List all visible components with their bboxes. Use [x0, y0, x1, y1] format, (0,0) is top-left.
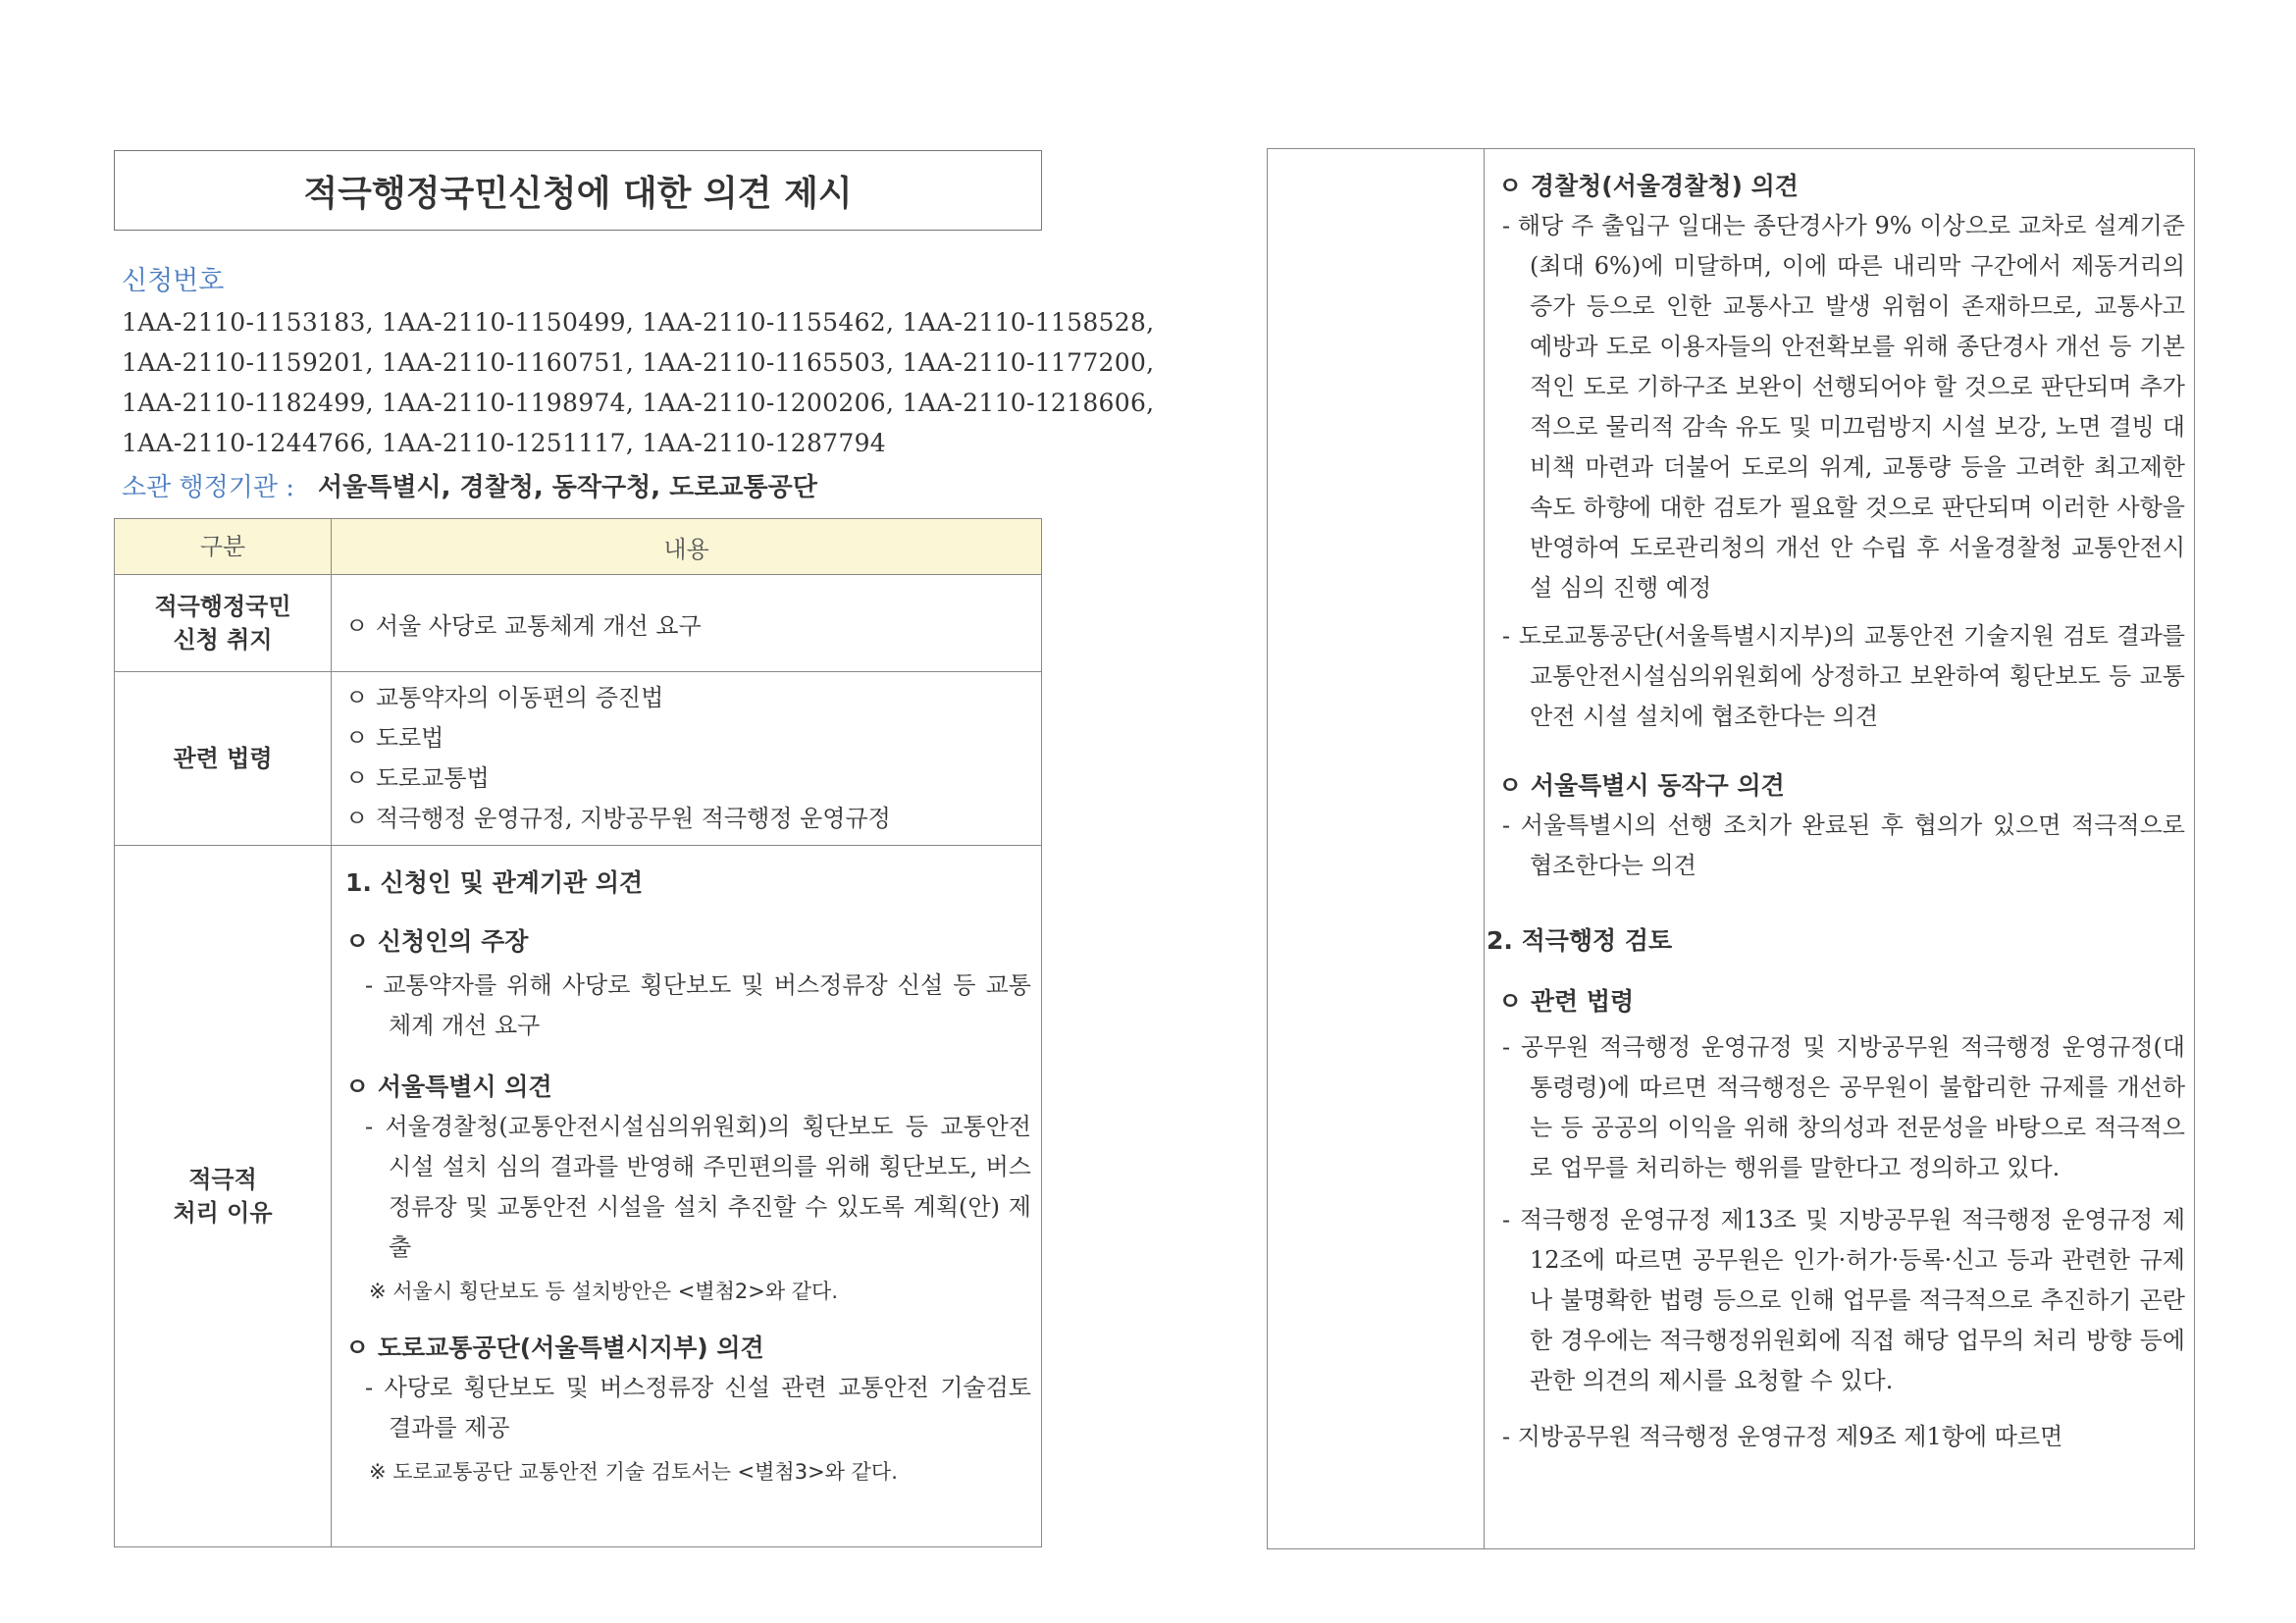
header-category: 구분	[115, 519, 332, 575]
row-reason-category: 적극적 처리 이유	[115, 846, 332, 1547]
law-text: - 지방공무원 적극행정 운영규정 제9조 제1항에 따르면	[1502, 1423, 2063, 1450]
application-numbers	[122, 302, 1154, 463]
row-laws-content	[332, 672, 1042, 846]
application-number-label: 신청번호	[122, 266, 225, 296]
agency-value: 서울특별시, 경찰청, 동작구청, 도로교통공단	[318, 473, 817, 502]
section-heading: 2. 적극행정 검토	[1487, 926, 1673, 955]
document-title: 적극행정국민신청에 대한 의견 제시	[114, 150, 1042, 231]
table-row	[115, 575, 1042, 672]
law-text: - 공무원 적극행정 운영규정 및 지방공무원 적극행정 운영규정(대통령령)에 따르면 적극행정은 공무원이 불합리한 규제를 개선하는 등 공공의 이익을 위해 창의성과 전문성을 바탕으로 적극적으로 업무를 처리하는 행위를 말한다고 정의하고 있다.	[1502, 1033, 2185, 1181]
header-content: 내용	[332, 519, 1042, 575]
column-divider	[1484, 149, 1485, 1548]
application-number-line: 1AA-2110-1244766, 1AA-2110-1251117, 1AA-2110-1287794	[122, 429, 887, 457]
table-header-row	[115, 519, 1042, 575]
row-purpose-category: 적극행정국민신청 취지	[115, 575, 332, 672]
row-laws-category: 관련 법령	[115, 672, 332, 846]
row-reason-content	[332, 846, 1042, 1547]
koroad-heading: ㅇ 도로교통공단(서울특별시지부) 의견	[345, 1334, 764, 1362]
dongjak-text: - 서울특별시의 선행 조치가 완료된 후 협의가 있으면 적극적으로 협조한다는 의견	[1502, 812, 2185, 879]
law-heading: ㅇ 관련 법령	[1498, 987, 1635, 1016]
seoul-heading: ㅇ 서울특별시 의견	[345, 1073, 552, 1101]
police-text: - 해당 주 출입구 일대는 종단경사가 9% 이상으로 교차로 설계기준(최대 6%)에 미달하며, 이에 따른 내리막 구간에서 제동거리의 증가 등으로 인한 교통사고 발생 위험이 존재하므로, 교통사고 예방과 도로 이용자들의 안전확보를 위해 종단경사 개선 등 기본적인 도로 기하구조 보완이 선행되어야 할 것으로 판단되며 추가적으로 물리적 감속 유도 및 미끄럼방지 시설 보강, 노면 결빙 대비책 마련과 더불어 도로의 위계, 교통량 등을 고려한 최고제한속도 하향에 대한 검토가 필요할 것으로 판단되며 이러한 사항을 반영하여 도로관리청의 개선 안 수립 후 서울경찰청 교통안전시설 심의 진행 예정	[1502, 212, 2185, 602]
koroad-text: - 사당로 횡단보도 및 버스정류장 신설 관련 교통안전 기술검토 결과를 제공	[365, 1374, 1031, 1441]
law-item: ㅇ 도로교통법	[345, 764, 490, 792]
law-text: - 적극행정 운영규정 제13조 및 지방공무원 적극행정 운영규정 제12조에 따르면 공무원은 인가·허가·등록·신고 등과 관련한 규제나 불명확한 법령 등으로 인해 업무를 적극적으로 추진하기 곤란한 경우에는 적극행정위원회에 직접 해당 업무의 처리 방향 등에 관한 의견의 제시를 요청할 수 있다.	[1502, 1206, 2185, 1394]
application-number-line: 1AA-2110-1159201, 1AA-2110-1160751, 1AA-2110-1165503, 1AA-2110-1177200,	[122, 348, 1155, 377]
table-row	[115, 846, 1042, 1547]
claim-heading: ㅇ 신청인의 주장	[345, 927, 529, 956]
police-heading: ㅇ 경찰청(서울경찰청) 의견	[1498, 172, 1799, 200]
law-item: ㅇ 교통약자의 이동편의 증진법	[345, 684, 664, 711]
table-row	[115, 672, 1042, 846]
agency-label: 소관 행정기관 :	[122, 473, 294, 502]
row-purpose-content: ㅇ 서울 사당로 교통체계 개선 요구	[332, 575, 1042, 672]
application-number-line: 1AA-2110-1153183, 1AA-2110-1150499, 1AA-2110-1155462, 1AA-2110-1158528,	[122, 308, 1155, 337]
dongjak-heading: ㅇ 서울특별시 동작구 의견	[1498, 771, 1785, 800]
seoul-note: ※ 서울시 횡단보도 등 설치방안은 <별첨2>와 같다.	[369, 1280, 839, 1303]
law-item: ㅇ 적극행정 운영규정, 지방공무원 적극행정 운영규정	[345, 805, 891, 832]
claim-text: - 교통약자를 위해 사당로 횡단보도 및 버스정류장 신설 등 교통체계 개선 요구	[365, 971, 1031, 1039]
police-text: - 도로교통공단(서울특별시지부)의 교통안전 기술지원 검토 결과를 교통안전시설심의위원회에 상정하고 보완하여 횡단보도 등 교통안전 시설 설치에 협조한다는 의견	[1502, 622, 2185, 730]
law-item: ㅇ 도로법	[345, 724, 444, 752]
agency-line	[122, 467, 817, 503]
application-number-line: 1AA-2110-1182499, 1AA-2110-1198974, 1AA-2110-1200206, 1AA-2110-1218606,	[122, 389, 1155, 417]
opinion-table	[114, 518, 1042, 1547]
koroad-note: ※ 도로교통공단 교통안전 기술 검토서는 <별첨3>와 같다.	[369, 1460, 898, 1484]
continuation-content	[1487, 167, 2185, 1457]
section-heading: 1. 신청인 및 관계기관 의견	[345, 868, 644, 897]
seoul-text: - 서울경찰청(교통안전시설심의위원회)의 횡단보도 등 교통안전 시설 설치 심의 결과를 반영해 주민편의를 위해 횡단보도, 버스정류장 및 교통안전 시설을 설치 추진할 수 있도록 계획(안) 제출	[365, 1113, 1031, 1261]
